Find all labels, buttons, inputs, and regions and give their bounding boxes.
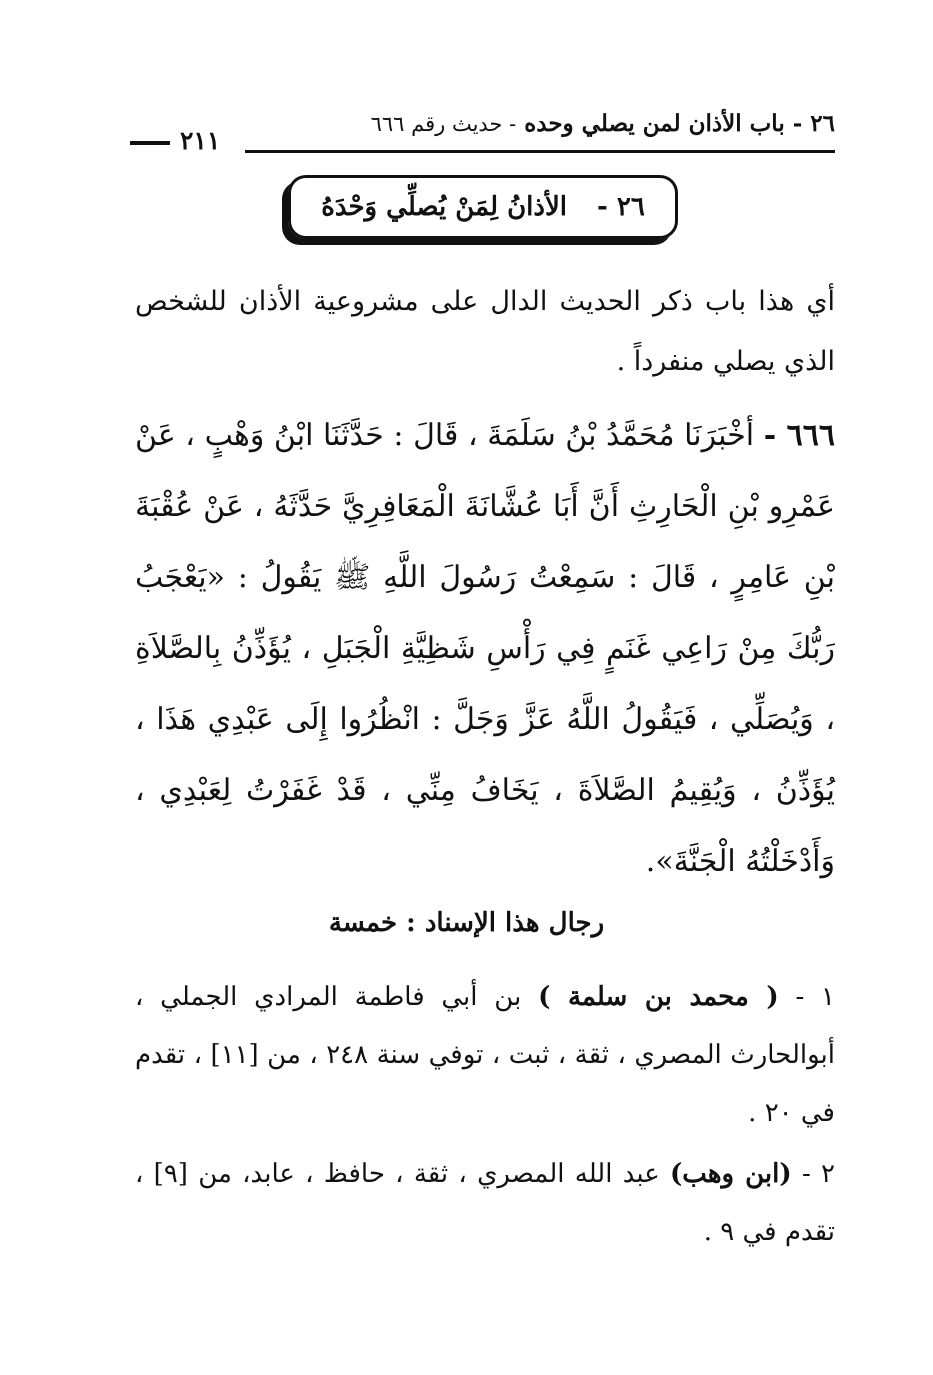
narrator-prefix: ١ - <box>778 982 836 1012</box>
running-header <box>315 110 835 137</box>
chapter-title-box <box>288 175 678 239</box>
intro-paragraph: أي هذا باب ذكر الحديث الدال على مشروعية الأذان للشخص الذي يصلي منفرداً . <box>135 286 835 377</box>
header-rule <box>245 150 835 153</box>
hadith-text: أخْبَرَنَا مُحَمَّدُ بْنُ سَلَمَةَ ، قَالَ : حَدَّثَنَا ابْنُ وَهْبٍ ، عَنْ عَمْرِو بْنِ الْحَارِثِ أَنَّ أَبَا عُشَّانَةَ الْمَعَافِرِيَّ حَدَّثَهُ ، عَنْ عُقْبَةَ بْنِ عَامِرٍ ، قَالَ : سَمِعْتُ رَسُولَ اللَّهِ ﷺ يَقُولُ : «يَعْجَبُ رَبُّكَ مِنْ رَاعِي غَنَمٍ فِي رَأْسِ شَظِيَّةِ الْجَبَلِ ، يُؤَذِّنُ بِالصَّلاَةِ ، وَيُصَلِّي ، فَيَقُولُ اللَّهُ عَزَّ وَجَلَّ : انْظُرُوا إِلَى عَبْدِي هَذَا ، يُؤَذِّنُ ، وَيُقِيمُ الصَّلاَةَ ، يَخَافُ مِنِّي ، قَدْ غَفَرْتُ لِعَبْدِي ، وَأَدْخَلْتُهُ الْجَنَّةَ». <box>135 418 835 879</box>
section-heading: رجال هذا الإسناد : خمسة <box>328 908 605 938</box>
header-hadith-ref: - حديث رقم ٦٦٦ <box>370 112 517 136</box>
narrator-entry <box>135 1145 835 1261</box>
narrator-name: (ابن وهب) <box>669 1159 792 1189</box>
header-title: ٢٦ - باب الأذان لمن يصلي وحده <box>524 110 835 137</box>
page-number: ٢١١ <box>130 126 220 155</box>
narrator-entry <box>135 968 835 1142</box>
chapter-title: الأذانُ لِمَنْ يُصلِّي وَحْدَهُ <box>321 192 568 222</box>
narrator-text: بن أبي فاطمة المرادي الجملي ، أبوالحارث المصري ، ثقة ، ثبت ، توفي سنة ٢٤٨ ، من [١١] ، تقدم في ٢٠ . <box>135 982 835 1128</box>
chapter-number: ٢٦ - <box>597 192 645 222</box>
narrator-prefix: ٢ - <box>791 1159 835 1189</box>
hadith-number: ٦٦٦ - <box>763 418 835 453</box>
narrator-name: ( محمد بن سلمة ) <box>538 982 779 1012</box>
hadith-paragraph <box>135 400 835 897</box>
narrator-text: عبد الله المصري ، ثقة ، حافظ ، عابد، من [٩] ، تقدم في ٩ . <box>135 1159 835 1247</box>
